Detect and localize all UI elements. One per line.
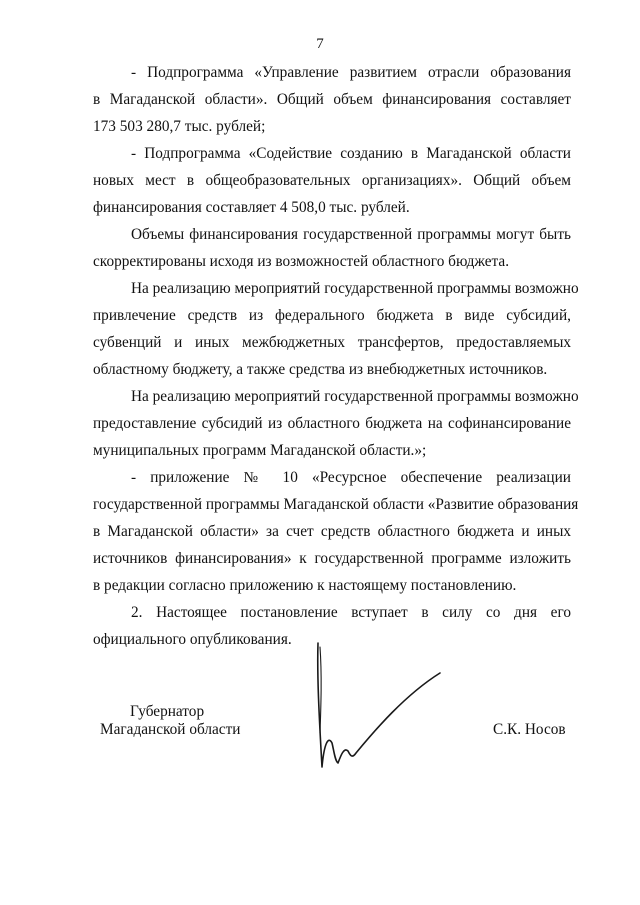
paragraph-line: Объемы финансирования государственной программы могут быть [131, 226, 571, 243]
signatory-region: Магаданской области [100, 721, 241, 738]
paragraph-line: - приложение № 10 «Ресурсное обеспечение реализации [131, 469, 571, 486]
paragraph-line: областному бюджету, а также средства из внебюджетных источников. [93, 361, 548, 378]
paragraph-line: 173 503 280,7 тыс. рублей; [93, 118, 266, 135]
paragraph-line: новых мест в общеобразовательных организациях». Общий объем [93, 172, 571, 189]
paragraph-line: предоставление субсидий из областного бюджета на софинансирование [93, 415, 571, 432]
page-number: 7 [316, 36, 324, 52]
paragraph-line: На реализацию мероприятий государственной программы возможно [131, 280, 579, 297]
paragraph-line: государственной программы Магаданской области «Развитие образования [93, 496, 579, 513]
paragraph-line: финансирования составляет 4 508,0 тыс. рублей. [93, 199, 410, 216]
paragraph-line: 2. Настоящее постановление вступает в силу со дня его [131, 604, 571, 621]
paragraph-line: источников финансирования» к государственной программе изложить [93, 550, 571, 567]
paragraph-line: - Подпрограмма «Содействие созданию в Магаданской области [131, 145, 571, 162]
paragraph-line: скорректированы исходя из возможностей областного бюджета. [93, 253, 510, 270]
paragraph-line: привлечение средств из федерального бюджета в виде субсидий, [93, 307, 571, 324]
paragraph-line: муниципальных программ Магаданской области.»; [93, 442, 427, 459]
paragraph-line: в редакции согласно приложению к настоящему постановлению. [93, 577, 517, 594]
handwritten-signature [300, 635, 450, 785]
signatory-title: Губернатор [130, 703, 205, 720]
paragraph-line: в Магаданской области». Общий объем финансирования составляет [93, 91, 571, 108]
signatory-name: С.К. Носов [493, 721, 566, 738]
paragraph-line: - Подпрограмма «Управление развитием отрасли образования [131, 64, 571, 81]
paragraph-line: На реализацию мероприятий государственной программы возможно [131, 388, 579, 405]
paragraph-line: субвенций и иных межбюджетных трансфертов, предоставляемых [93, 334, 571, 351]
paragraph-line: в Магаданской области» за счет средств областного бюджета и иных [93, 523, 571, 540]
paragraph-line: официального опубликования. [93, 631, 292, 648]
